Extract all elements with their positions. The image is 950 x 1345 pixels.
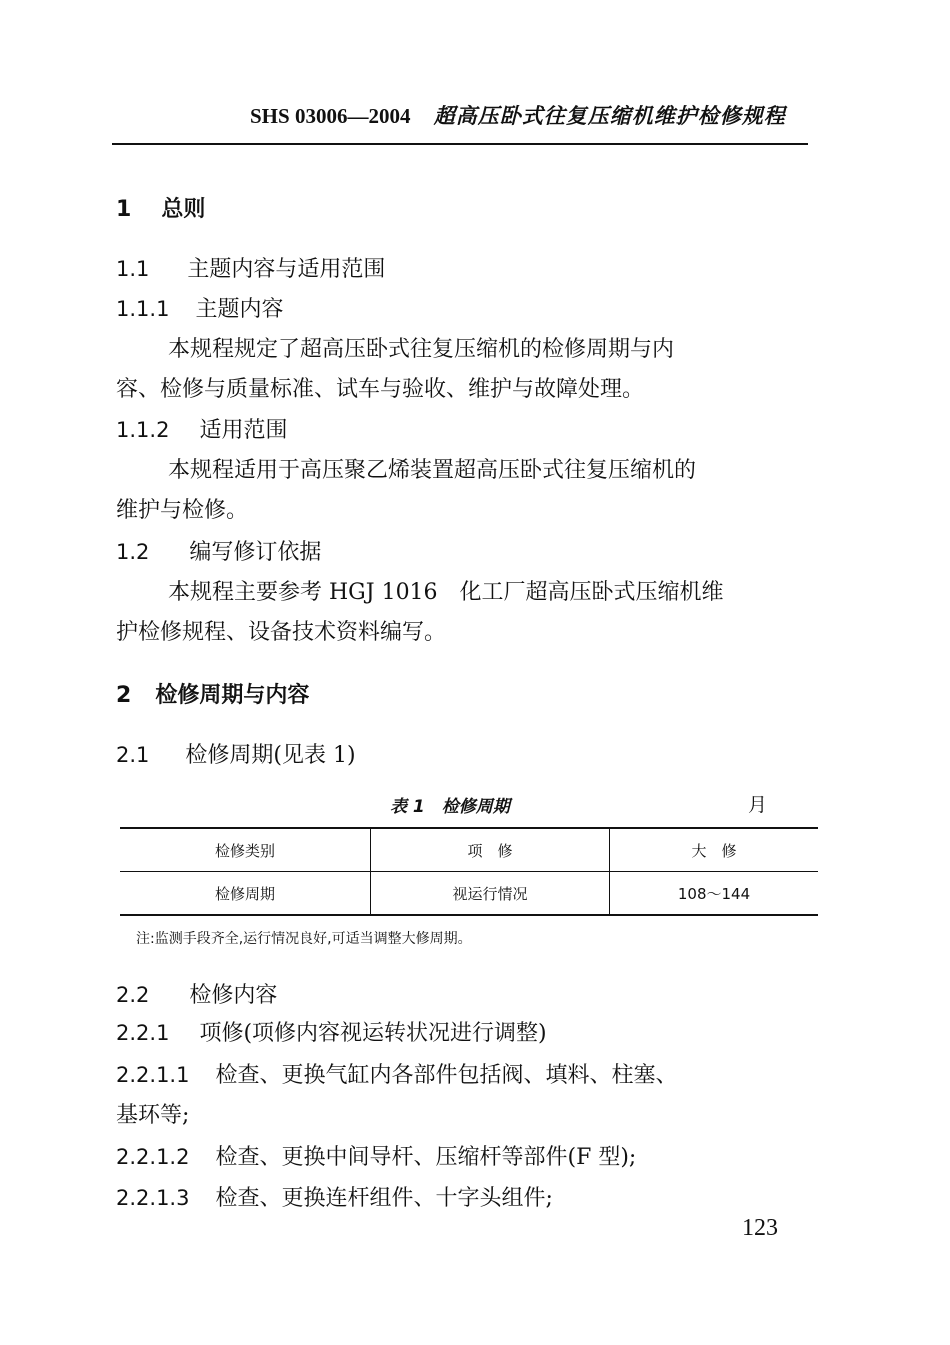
section-1-1-1-heading <box>116 292 283 323</box>
section-title: 项修(项修内容视运转状况进行调整) <box>199 1021 547 1046</box>
section-2-heading <box>116 678 309 709</box>
table-header-cell: 检修类别 <box>120 828 371 872</box>
section-1-2-heading <box>116 535 321 566</box>
section-title: 适用范围 <box>199 418 288 443</box>
section-number: 2.2 <box>116 983 150 1007</box>
paragraph-line: 容、检修与质量标准、试车与验收、维护与故障处理。 <box>116 377 645 402</box>
section-1-heading <box>116 192 205 223</box>
section-title: 编写修订依据 <box>189 540 322 565</box>
section-title: 检修周期与内容 <box>155 683 310 708</box>
section-number: 1.2 <box>116 540 150 564</box>
paragraph-line: 本规程规定了超高压卧式往复压缩机的检修周期与内 <box>168 337 675 362</box>
item-text: 检查、更换连杆组件、十字头组件; <box>215 1186 553 1211</box>
table-cell: 检修周期 <box>120 872 371 916</box>
section-1-1-heading <box>116 252 385 283</box>
section-title: 检修内容 <box>189 983 278 1008</box>
section-number: 2.1 <box>116 743 150 767</box>
section-title: 总则 <box>161 197 206 222</box>
header-rule <box>112 143 808 145</box>
table-header-cell: 大 修 <box>610 828 819 872</box>
table-header-cell: 项 修 <box>371 828 610 872</box>
paragraph-line: 基环等; <box>116 1103 190 1128</box>
section-title: 主题内容与适用范围 <box>187 257 386 282</box>
running-header <box>250 100 786 130</box>
paragraph-line: 本规程适用于高压聚乙烯装置超高压卧式往复压缩机的 <box>168 458 697 483</box>
table-header-row <box>120 828 818 872</box>
section-2-2-heading <box>116 978 277 1009</box>
paragraph-line: 护检修规程、设备技术资料编写。 <box>116 620 447 645</box>
standard-code: SHS 03006—2004 <box>250 104 411 128</box>
item-number: 2.2.1.1 <box>116 1063 190 1087</box>
item-text: 检查、更换气缸内各部件包括阀、填料、柱塞、 <box>215 1063 678 1088</box>
item-2-2-1-2 <box>116 1140 636 1171</box>
table-cell: 108～144 <box>610 872 819 916</box>
maintenance-period-table <box>120 827 818 916</box>
standard-title: 超高压卧式往复压缩机维护检修规程 <box>433 103 786 128</box>
section-1-1-2-heading <box>116 413 287 444</box>
section-number: 2.2.1 <box>116 1021 170 1045</box>
table-note: 注:监测手段齐全,运行情况良好,可适当调整大修周期。 <box>136 931 472 947</box>
paragraph-line: 本规程主要参考 HGJ 1016 化工厂超高压卧式压缩机维 <box>168 580 724 605</box>
section-title: 主题内容 <box>195 297 284 322</box>
section-number: 1.1 <box>116 257 150 281</box>
section-2-1-heading <box>116 738 356 769</box>
section-title: 检修周期(见表 1) <box>185 743 356 768</box>
item-2-2-1-3 <box>116 1181 553 1212</box>
section-number: 1.1.1 <box>116 297 170 321</box>
page-number: 123 <box>742 1215 778 1241</box>
item-number: 2.2.1.2 <box>116 1145 190 1169</box>
item-text: 检查、更换中间导杆、压缩杆等部件(F 型); <box>215 1145 637 1170</box>
table-caption: 表 1 检修周期 <box>390 797 510 817</box>
table-row <box>120 872 818 916</box>
section-2-2-1-heading <box>116 1016 547 1047</box>
section-number: 2 <box>116 683 132 708</box>
table-unit: 月 <box>748 794 768 816</box>
section-number: 1 <box>116 197 132 222</box>
item-2-2-1-1 <box>116 1058 678 1089</box>
paragraph-line: 维护与检修。 <box>116 498 249 523</box>
item-number: 2.2.1.3 <box>116 1186 190 1210</box>
section-number: 1.1.2 <box>116 418 170 442</box>
table-cell: 视运行情况 <box>371 872 610 916</box>
